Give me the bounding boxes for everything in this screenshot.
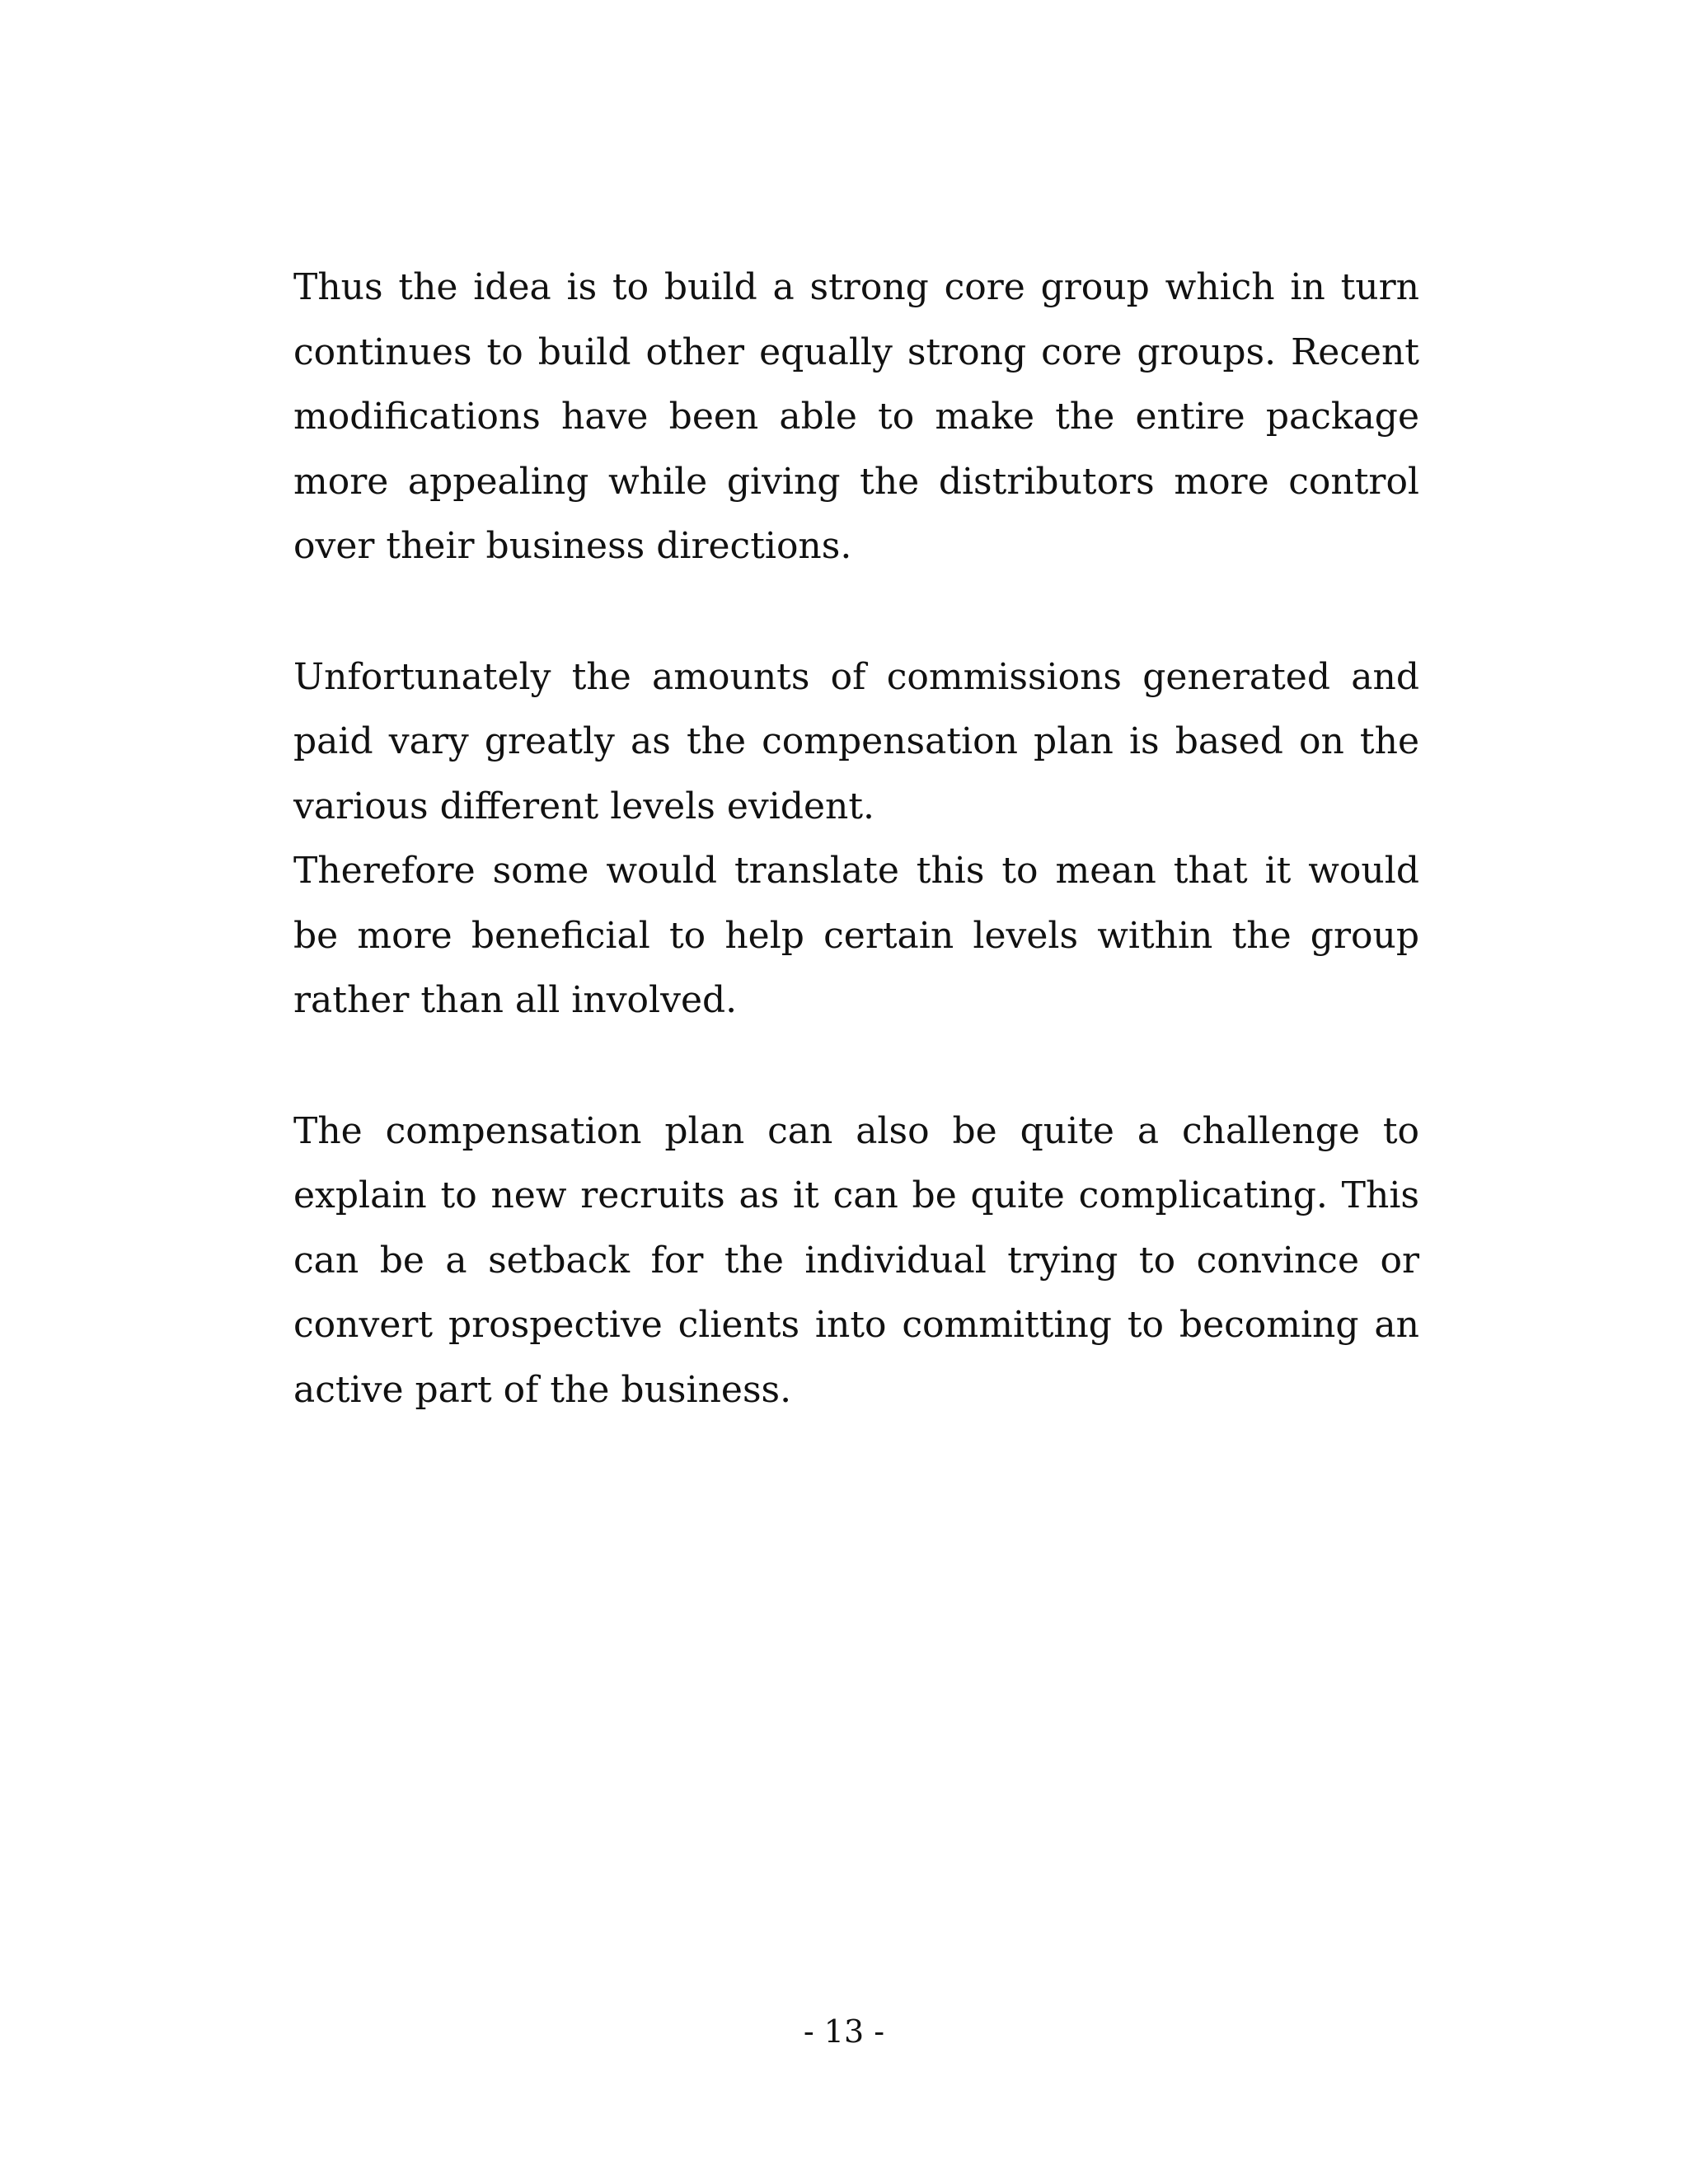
- paragraph-3: Therefore some would translate this to mean that it would be more beneficial to help certain levels within the group rather than all involved.: [293, 850, 1419, 1021]
- paragraph-4: The compensation plan can also be quite a challenge to explain to new recruits as it can be quite complicating. This can be a setback for the individual trying to convince or convert prospective clients into committing to becoming an active part of the business.: [293, 1109, 1419, 1411]
- page-body: [293, 255, 1419, 1422]
- page-number: - 13 -: [803, 2013, 885, 2050]
- paragraph-2: Unfortunately the amounts of commissions generated and paid vary greatly as the compensation plan is based on the various different levels evident.: [293, 655, 1419, 827]
- paragraph-1: Thus the idea is to build a strong core group which in turn continues to build other equally strong core groups. Recent modifications have been able to make the entire package more appealing while giving the distributors more control over their business directions.: [293, 266, 1419, 567]
